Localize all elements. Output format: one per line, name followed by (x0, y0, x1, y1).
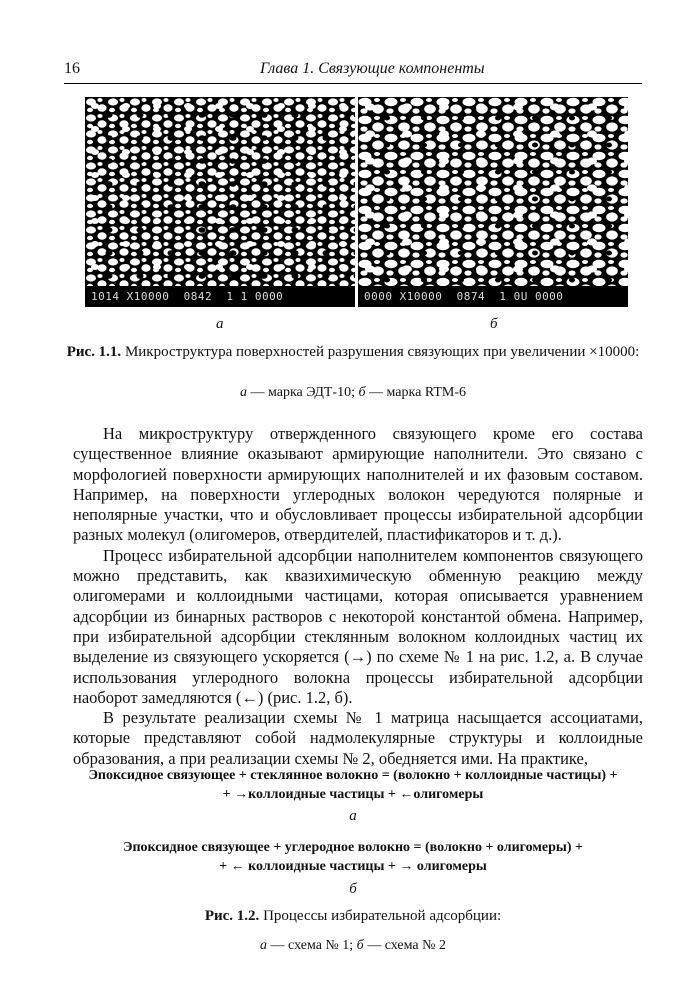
scheme-b-line1: Эпоксидное связующее + углеродное волокно = (волокно + олигомеры) + (122, 840, 584, 855)
figure2-legend-b-text: — схема № 2 (363, 938, 446, 953)
scheme-a-line2: + →коллоидные частицы + ←олигомеры (222, 787, 484, 802)
micrograph-b-scalebar: 0000 X10000 0874 1 0U 0000 (358, 286, 628, 307)
figure2-caption (64, 907, 642, 926)
micrograph-b-image (358, 97, 628, 287)
micrograph-a-label: а (216, 316, 224, 332)
header-rule (64, 83, 642, 84)
paragraph-3: В результате реализации схемы № 1 матрица насыщается ассоциатами, которые представляют собой надмолекулярные структуры и коллоидные образования, а при реализации схемы № 2, обедняется ими. На практике, (73, 708, 643, 768)
figure1-caption (64, 343, 642, 362)
scheme-b-line2: + ← коллоидные частицы + → олигомеры (219, 859, 487, 874)
micrograph-a (85, 97, 355, 307)
figure1-caption-text: Микроструктура поверхностей разрушения связующих при увеличении ×10000: (124, 344, 640, 360)
paragraph-1: На микроструктуру отвержденного связующего кроме его состава существенное влияние оказывают армирующие наполнители. Это связано с морфологией поверхности армирующих наполнителей и их фазовым составом. Например, на поверхности углеродных волокон чередуются полярные и неполярные участки, что и обусловливает процессы избирательной адсорбции разных молекул (олигомеров, отвердителей, пластификаторов и т. д.). (73, 424, 643, 545)
figure2-legend-a-letter: а (260, 938, 268, 953)
figure2-caption-text: Процессы избирательной адсорбции: (263, 908, 502, 924)
scheme-b-label: б (349, 881, 357, 897)
page-header (64, 60, 642, 82)
figure2-caption-number: Рис. 1.2. (204, 908, 260, 924)
figure1-legend-b-letter: б (358, 385, 366, 400)
scheme-b (64, 838, 642, 876)
figure1-caption-number: Рис. 1.1. (66, 344, 122, 360)
micrograph-a-image (85, 97, 355, 287)
micrograph-a-scalebar: 1014 X10000 0842 1 1 0000 (85, 286, 355, 307)
scheme-a-label: а (349, 808, 357, 824)
figure1-legend (64, 383, 642, 402)
figure1-legend-b-text: — марка RTM-6 (365, 385, 466, 400)
figure2-legend-b-letter: б (356, 938, 364, 953)
figure2-legend (64, 936, 642, 955)
figure1-legend-a-letter: а (239, 385, 247, 400)
page-number: 16 (64, 60, 80, 77)
running-title: Глава 1. Связующие компоненты (260, 60, 485, 77)
micrograph-b-label: б (490, 316, 498, 332)
paragraph-2: Процесс избирательной адсорбции наполнителем компонентов связующего можно представить, как квазихимическую обменную реакцию между олигомерами и коллоидными частицами, которая описывается уравнением адсорбции из бинарных растворов с некоторой константой обмена. Например, при избирательной адсорбции стеклянным волокном коллоидных частиц их выделение из связующего ускоряется (→) по схеме № 1 на рис. 1.2, а. В случае использования углеродного волокна процессы избирательной адсорбции наоборот замедляются (←) (рис. 1.2, б). (73, 545, 643, 707)
body-text (73, 424, 643, 769)
scheme-a-line1: Эпоксидное связующее + стеклянное волокно = (волокно + коллоидные частицы) + (88, 768, 618, 783)
figure2-legend-a-text: — схема № 1; (267, 938, 357, 953)
micrograph-b (358, 97, 628, 307)
figure1-legend-a-text: — марка ЭДТ-10; (246, 385, 359, 400)
scheme-a (64, 766, 642, 804)
